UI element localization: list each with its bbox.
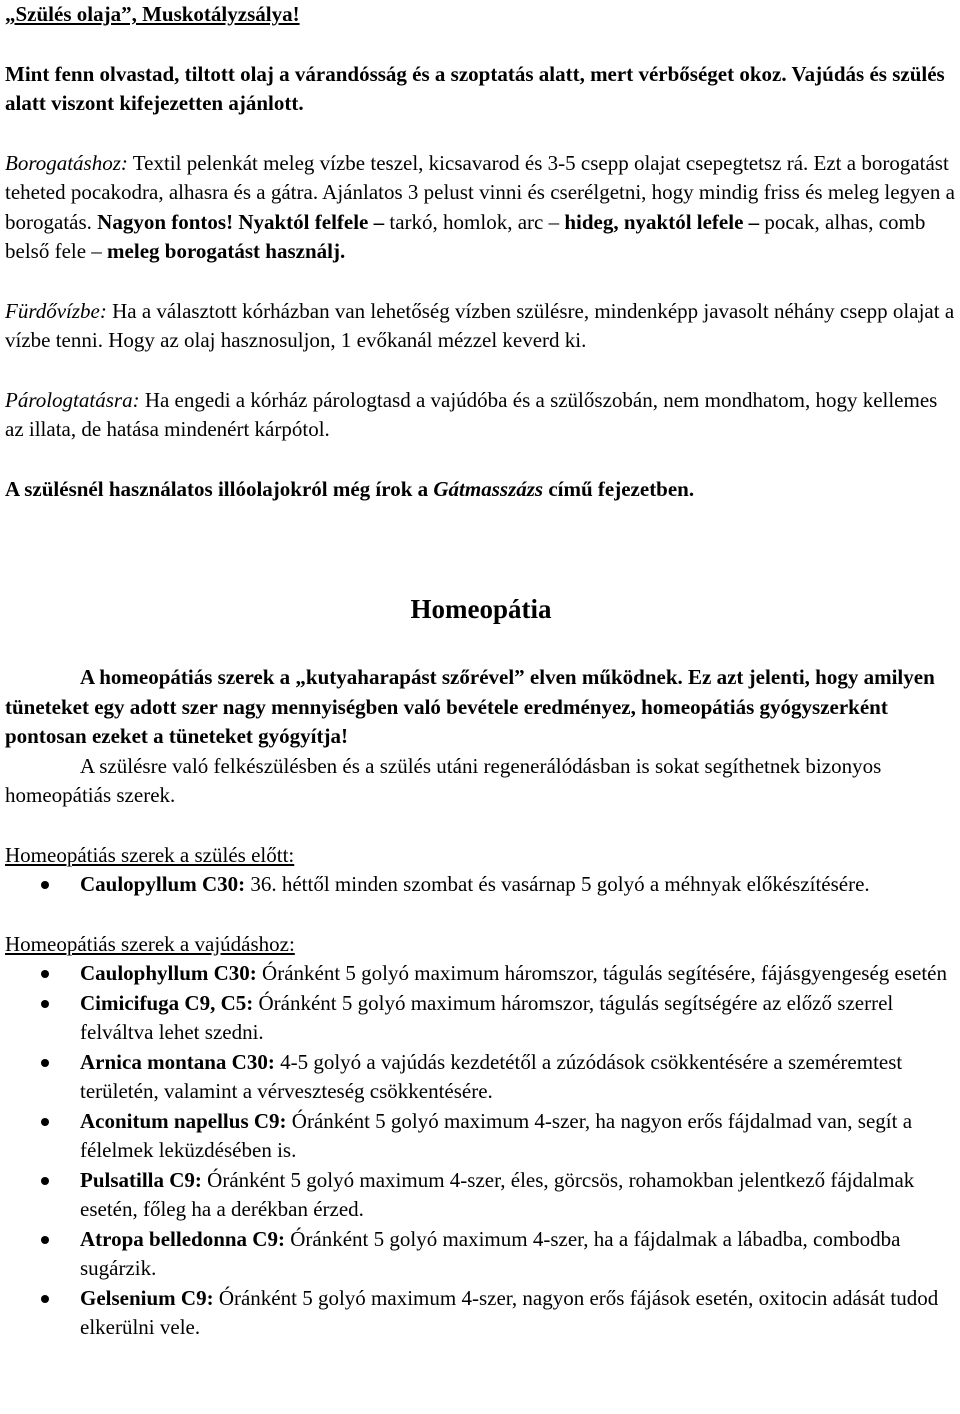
remedy-name: Gelsenium C9: [80, 1285, 214, 1310]
bullet-icon [41, 1295, 49, 1303]
list-item [5, 959, 957, 989]
list-item [5, 1225, 957, 1284]
oil-title: „Szülés olaja”, Muskotályzsálya! [5, 2, 300, 26]
spacer [5, 504, 957, 594]
diffuser-label: Párologtatásra: [5, 387, 140, 412]
oil-note-post: című fejezetben. [543, 476, 695, 501]
labour-list [5, 959, 957, 1343]
diffuser-text: Ha engedi a kórház párologtasd a vajúdóba és a szülőszobán, nem mondhatom, hogy kellemes az illata, de hatása mindenért kárpótol. [5, 387, 938, 441]
spacer [5, 900, 957, 930]
remedy-text: Óránként 5 golyó maximum háromszor, tágulás segítésére, fájásgyengeség esetén [256, 961, 947, 985]
compress-bold-1: Nagyon fontos! Nyaktól felfele – [97, 209, 385, 234]
bullet-icon [41, 970, 49, 978]
bath-paragraph [5, 297, 957, 356]
spacer [5, 356, 957, 386]
spacer [5, 30, 957, 60]
bullet-icon [41, 1118, 49, 1126]
homeopathy-title: Homeopátia [410, 594, 552, 624]
remedy-text: Óránként 5 golyó maximum 4-szer, ha a fájdalmak a lábadba, combodba sugárzik. [80, 1226, 901, 1280]
remedy-name: Atropa belledonna C9: [80, 1226, 285, 1251]
diffuser-paragraph [5, 386, 957, 445]
remedy-name: Caulopyllum C30: [80, 872, 246, 896]
remedy-name: Aconitum napellus C9: [80, 1108, 287, 1133]
labour-heading: Homeopátiás szerek a vajúdáshoz: [5, 931, 295, 956]
document-page [5, 0, 957, 1343]
compress-text-2: tarkó, homlok, arc – [384, 209, 565, 234]
bullet-icon [41, 1000, 49, 1008]
bullet-icon [41, 1236, 49, 1244]
homeopathy-principle: A homeopátiás szerek a „kutyaharapást szőrével” elven működnek. Ez azt jelenti, hogy amilyen tüneteket egy adott szer nagy mennyiségben való bevétele eredményez, homeopátiás gyógyszerként pontosan ezeket a tüneteket gyógyítja! [5, 665, 935, 748]
compress-paragraph [5, 149, 957, 267]
bullet-icon [41, 881, 49, 889]
remedy-name: Pulsatilla C9: [80, 1167, 202, 1192]
remedy-text: 36. héttől minden szombat és vasárnap 5 golyó a méhnyak előkészítésére. [245, 872, 870, 896]
remedy-text: Óránként 5 golyó maximum 4-szer, éles, görcsös, rohamokban jelentkező fájdalmak esetén, főleg ha a derékban érzed. [80, 1167, 915, 1221]
remedy-text: Óránként 5 golyó maximum 4-szer, nagyon erős fájások esetén, oxitocin adását tudod elkerülni vele. [80, 1285, 939, 1339]
remedy-text: Óránként 5 golyó maximum háromszor, tágulás segítségére az előző szerrel felváltva lehet szedni. [80, 990, 894, 1044]
compress-text-3: pocak, alhas, comb belső fele – [5, 209, 926, 263]
bullet-icon [41, 1059, 49, 1067]
oil-note-italic: Gátmasszázs [433, 476, 544, 501]
bath-label: Fürdővízbe: [5, 298, 107, 323]
list-item [5, 1048, 957, 1107]
before-birth-heading: Homeopátiás szerek a szülés előtt: [5, 842, 295, 867]
bullet-icon [41, 1177, 49, 1185]
list-item [5, 1284, 957, 1343]
oil-note-pre: A szülésnél használatos illóolajokról még írok a [5, 476, 434, 501]
remedy-name: Caulophyllum C30: [80, 961, 257, 985]
compress-label: Borogatáshoz: [5, 150, 128, 175]
remedy-text: 4-5 golyó a vajúdás kezdetétől a zúzódások csökkentésére a szeméremtest területén, valamint a vérveszteség csökkentésére. [80, 1049, 903, 1103]
before-birth-list [5, 870, 957, 900]
remedy-name: Arnica montana C30: [80, 1049, 275, 1074]
spacer [5, 624, 957, 663]
remedy-name: Cimicifuga C9, C5: [80, 990, 254, 1015]
list-item [5, 870, 957, 900]
oil-note [5, 475, 957, 505]
compress-text-1: Textil pelenkát meleg vízbe teszel, kicsavarod és 3-5 csepp olajat csepegtetsz rá. Ezt a borogatást teheted pocakodra, alhasra és a gátra. Ajánlatos 3 pelust vinni és cserélgetni, hogy mindig friss és meleg legyen a borogatás. [5, 150, 955, 234]
spacer [5, 267, 957, 297]
compress-bold-2: hideg, nyaktól lefele – [564, 209, 760, 234]
oil-intro: Mint fenn olvastad, tiltott olaj a várandósság és a szoptatás alatt, mert vérbőséget okoz. Vajúdás és szülés alatt viszont kifejezetten ajánlott. [5, 61, 945, 115]
list-item [5, 989, 957, 1048]
remedy-text: Óránként 5 golyó maximum 4-szer, ha nagyon erős fájdalmad van, segít a félelmek leküzdésében is. [80, 1108, 913, 1162]
spacer [5, 119, 957, 149]
homeopathy-intro: A szülésre való felkészülésben és a szülés utáni regenerálódásban is sokat segíthetnek bizonyos homeopátiás szerek. [5, 753, 882, 807]
spacer [5, 811, 957, 841]
compress-bold-3: meleg borogatást használj. [107, 239, 346, 263]
bath-text: Ha a választott kórházban van lehetőség vízben szülésre, mindenképp javasolt néhány csepp olajat a vízbe tenni. Hogy az olaj hasznosuljon, 1 evőkanál mézzel keverd ki. [5, 298, 955, 352]
list-item [5, 1107, 957, 1166]
spacer [5, 445, 957, 475]
list-item [5, 1166, 957, 1225]
